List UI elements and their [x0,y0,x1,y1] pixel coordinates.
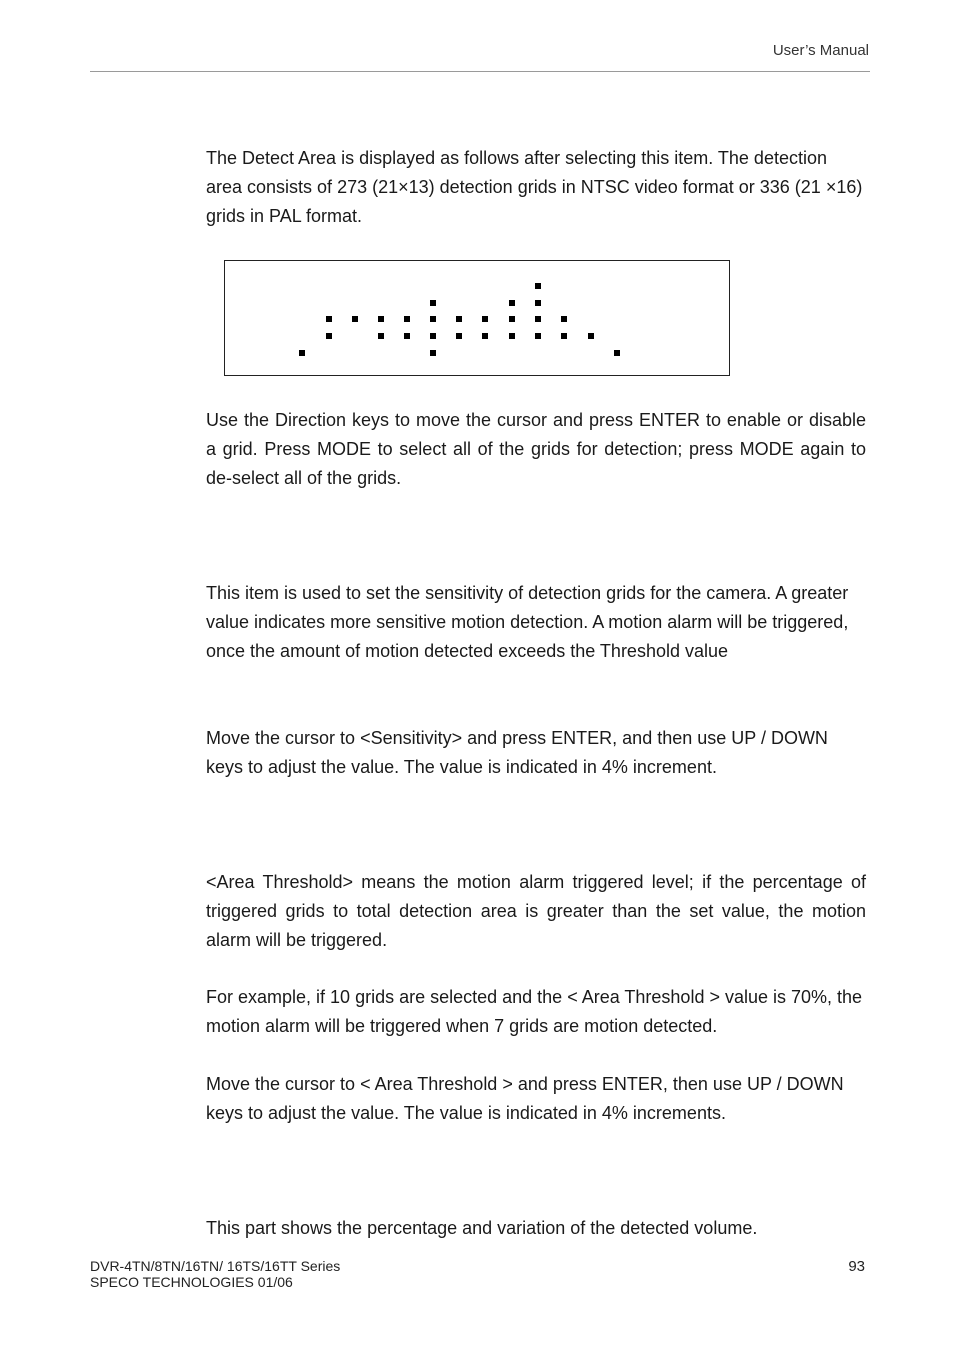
grid-dot [326,333,332,339]
area-threshold-example-paragraph: For example, if 10 grids are selected and the < Area Threshold > value is 70%, the motion alarm will be triggered when 7 grids are motion detected. [206,987,863,1036]
grid-dot [430,333,436,339]
grid-dot [378,316,384,322]
footer-series: DVR-4TN/8TN/16TN/ 16TS/16TT Series [90,1258,341,1274]
sensitivity-instructions-paragraph: Move the cursor to <Sensitivity> and press ENTER, and then use UP / DOWN keys to adjust the value. The value is indicated in 4% increment. [206,728,828,777]
area-threshold-instructions-paragraph: Move the cursor to < Area Threshold > and press ENTER, then use UP / DOWN keys to adjust the value. The value is indicated in 4% increments. [206,1074,844,1123]
grid-dot [561,333,567,339]
sensitivity-description-paragraph: This item is used to set the sensitivity of detection grids for the camera. A greater value indicates more sensitive motion detection. A motion alarm will be triggered, once the amount of motion detected exceeds the Threshold value [206,583,849,661]
grid-dot [456,333,462,339]
direction-keys-paragraph: Use the Direction keys to move the cursor and press ENTER to enable or disable a grid. Press MODE to select all of the grids for detection; press MODE again to de-select all of the grids. [206,410,866,488]
grid-dot [456,316,462,322]
grid-dot [430,316,436,322]
grid-dot [614,350,620,356]
grid-dot [509,300,515,306]
header-title: User’s Manual [772,42,869,59]
grid-dot [535,300,541,306]
footer-info [90,1258,340,1290]
grid-dot [404,316,410,322]
header-divider [90,71,870,72]
grid-dot [588,333,594,339]
grid-dot [482,333,488,339]
footer-company: SPECO TECHNOLOGIES 01/06 [90,1274,293,1290]
detect-area-grid-figure [224,260,730,376]
area-threshold-description-paragraph: <Area Threshold> means the motion alarm triggered level; if the percentage of triggered grids to total detection area is greater than the set value, the motion alarm will be triggered. [206,872,866,950]
grid-dot [326,316,332,322]
grid-dot [430,300,436,306]
grid-dot [561,316,567,322]
detect-area-intro-paragraph: The Detect Area is displayed as follows after selecting this item. The detection area consists of 273 (21×13) detection grids in NTSC video format or 336 (21 ×16) grids in PAL format. [206,148,863,226]
grid-dot [404,333,410,339]
grid-dot [430,350,436,356]
grid-dot [352,316,358,322]
grid-dot [535,283,541,289]
grid-dot [535,316,541,322]
grid-dot [509,316,515,322]
volume-description-paragraph: This part shows the percentage and variation of the detected volume. [206,1218,758,1238]
grid-dot [535,333,541,339]
grid-dot [482,316,488,322]
grid-dot [509,333,515,339]
page-number: 93 [848,1258,865,1275]
grid-dot [378,333,384,339]
grid-dot [299,350,305,356]
